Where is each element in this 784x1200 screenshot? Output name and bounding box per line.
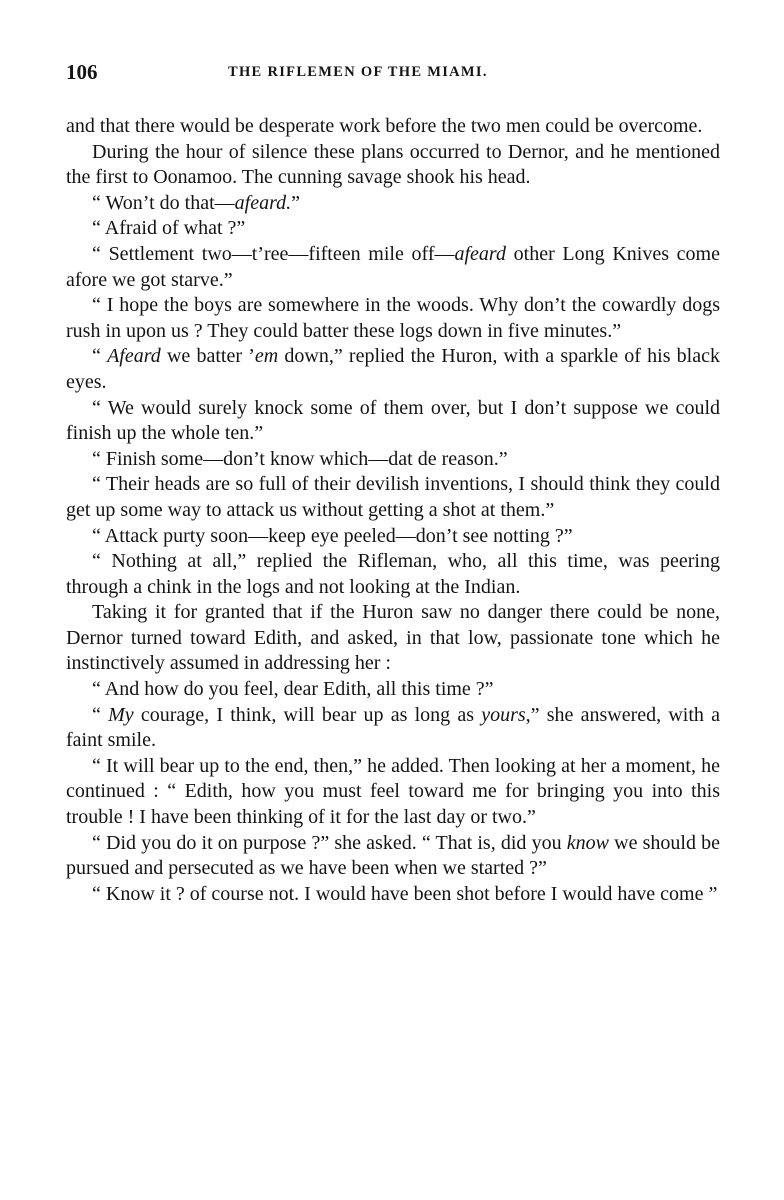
text-run: “ Afraid of what ?” [92, 217, 246, 240]
text-run: “ Their heads are so full of their devilish inventions, I should think they could get up some way to attack us without getting a shot at them.” [66, 473, 720, 521]
italic-run: em [254, 345, 279, 368]
running-title: THE RIFLEMEN OF THE MIAMI. [228, 64, 488, 80]
paragraph [66, 114, 720, 140]
text-run: ” [291, 191, 301, 214]
paragraph [66, 677, 720, 703]
text-run: “ Attack purty soon—keep eye peeled—don’t see notting ?” [92, 524, 573, 547]
paragraph [66, 191, 720, 217]
text-run: “ Nothing at all,” replied the Rifleman, who, all this time, was peering through a chink in the logs and not looking at the Indian. [66, 550, 720, 598]
italic-run: Afeard [107, 345, 161, 368]
italic-run: know [566, 831, 609, 854]
paragraph [66, 242, 720, 293]
text-run: and that there would be desperate work before the two men could be overcome. [66, 115, 703, 137]
paragraph [66, 831, 720, 882]
paragraph [66, 447, 720, 473]
body-text [66, 114, 720, 907]
text-run: “ And how do you feel, dear Edith, all this time ?” [92, 678, 494, 701]
paragraph [66, 140, 720, 191]
page-header [66, 60, 718, 90]
text-run: ,” she answered, with a faint smile. [66, 703, 720, 752]
paragraph [66, 344, 720, 395]
italic-run: afeard. [234, 191, 292, 214]
paragraph [66, 754, 720, 831]
text-run: we batter ’ [160, 345, 255, 368]
paragraph [66, 396, 720, 447]
text-run: “ [92, 703, 109, 726]
paragraph [66, 549, 720, 600]
text-run: down,” replied the Huron, with a sparkle of his black eyes. [66, 345, 720, 393]
paragraph [66, 882, 720, 908]
italic-run: My [108, 703, 134, 726]
text-run: “ We would surely knock some of them over, but I don’t suppose we could finish up the whole ten.” [66, 396, 720, 445]
text-run: we should be pursued and persecuted as we have been when we started ?” [66, 831, 720, 880]
text-run: “ [92, 345, 108, 368]
text-run: Taking it for granted that if the Huron saw no danger there could be none, Dernor turned toward Edith, and asked, in that low, passionate tone which he instinctively assumed in addressing her : [66, 601, 720, 675]
paragraph [66, 293, 720, 344]
text-run: During the hour of silence these plans occurred to Dernor, and he mentioned the first to Oonamoo. The cunning savage shook his head. [66, 140, 720, 189]
text-run: “ Won’t do that— [92, 191, 235, 214]
paragraph [66, 600, 720, 677]
text-run: “ Finish some—don’t know which—dat de reason.” [92, 447, 508, 470]
text-run: other Long Knives come afore we got starve.” [66, 242, 720, 291]
text-run: “ It will bear up to the end, then,” he added. Then looking at her a moment, he continued : “ Edith, how you must feel toward me for bringing you into this trouble ! I have been thinking of it for the last day or two.” [66, 754, 720, 829]
text-run: courage, I think, will bear up as long as [133, 703, 482, 726]
text-run: “ Did you do it on purpose ?” she asked. “ That is, did you [92, 831, 567, 854]
italic-run: afeard [454, 242, 506, 265]
text-run: “ Know it ? of course not. I would have been shot before I would have come ” [92, 882, 718, 905]
text-run: “ I hope the boys are somewhere in the woods. Why don’t the cowardly dogs rush in upon us ? They could batter these logs down in five minutes.” [66, 294, 720, 342]
paragraph [66, 524, 720, 550]
italic-run: yours [481, 703, 526, 726]
page-number: 106 [66, 60, 98, 84]
text-run: “ Settlement two—t’ree—fifteen mile off— [92, 242, 455, 265]
paragraph [66, 472, 720, 523]
paragraph [66, 216, 720, 242]
paragraph [66, 703, 720, 754]
